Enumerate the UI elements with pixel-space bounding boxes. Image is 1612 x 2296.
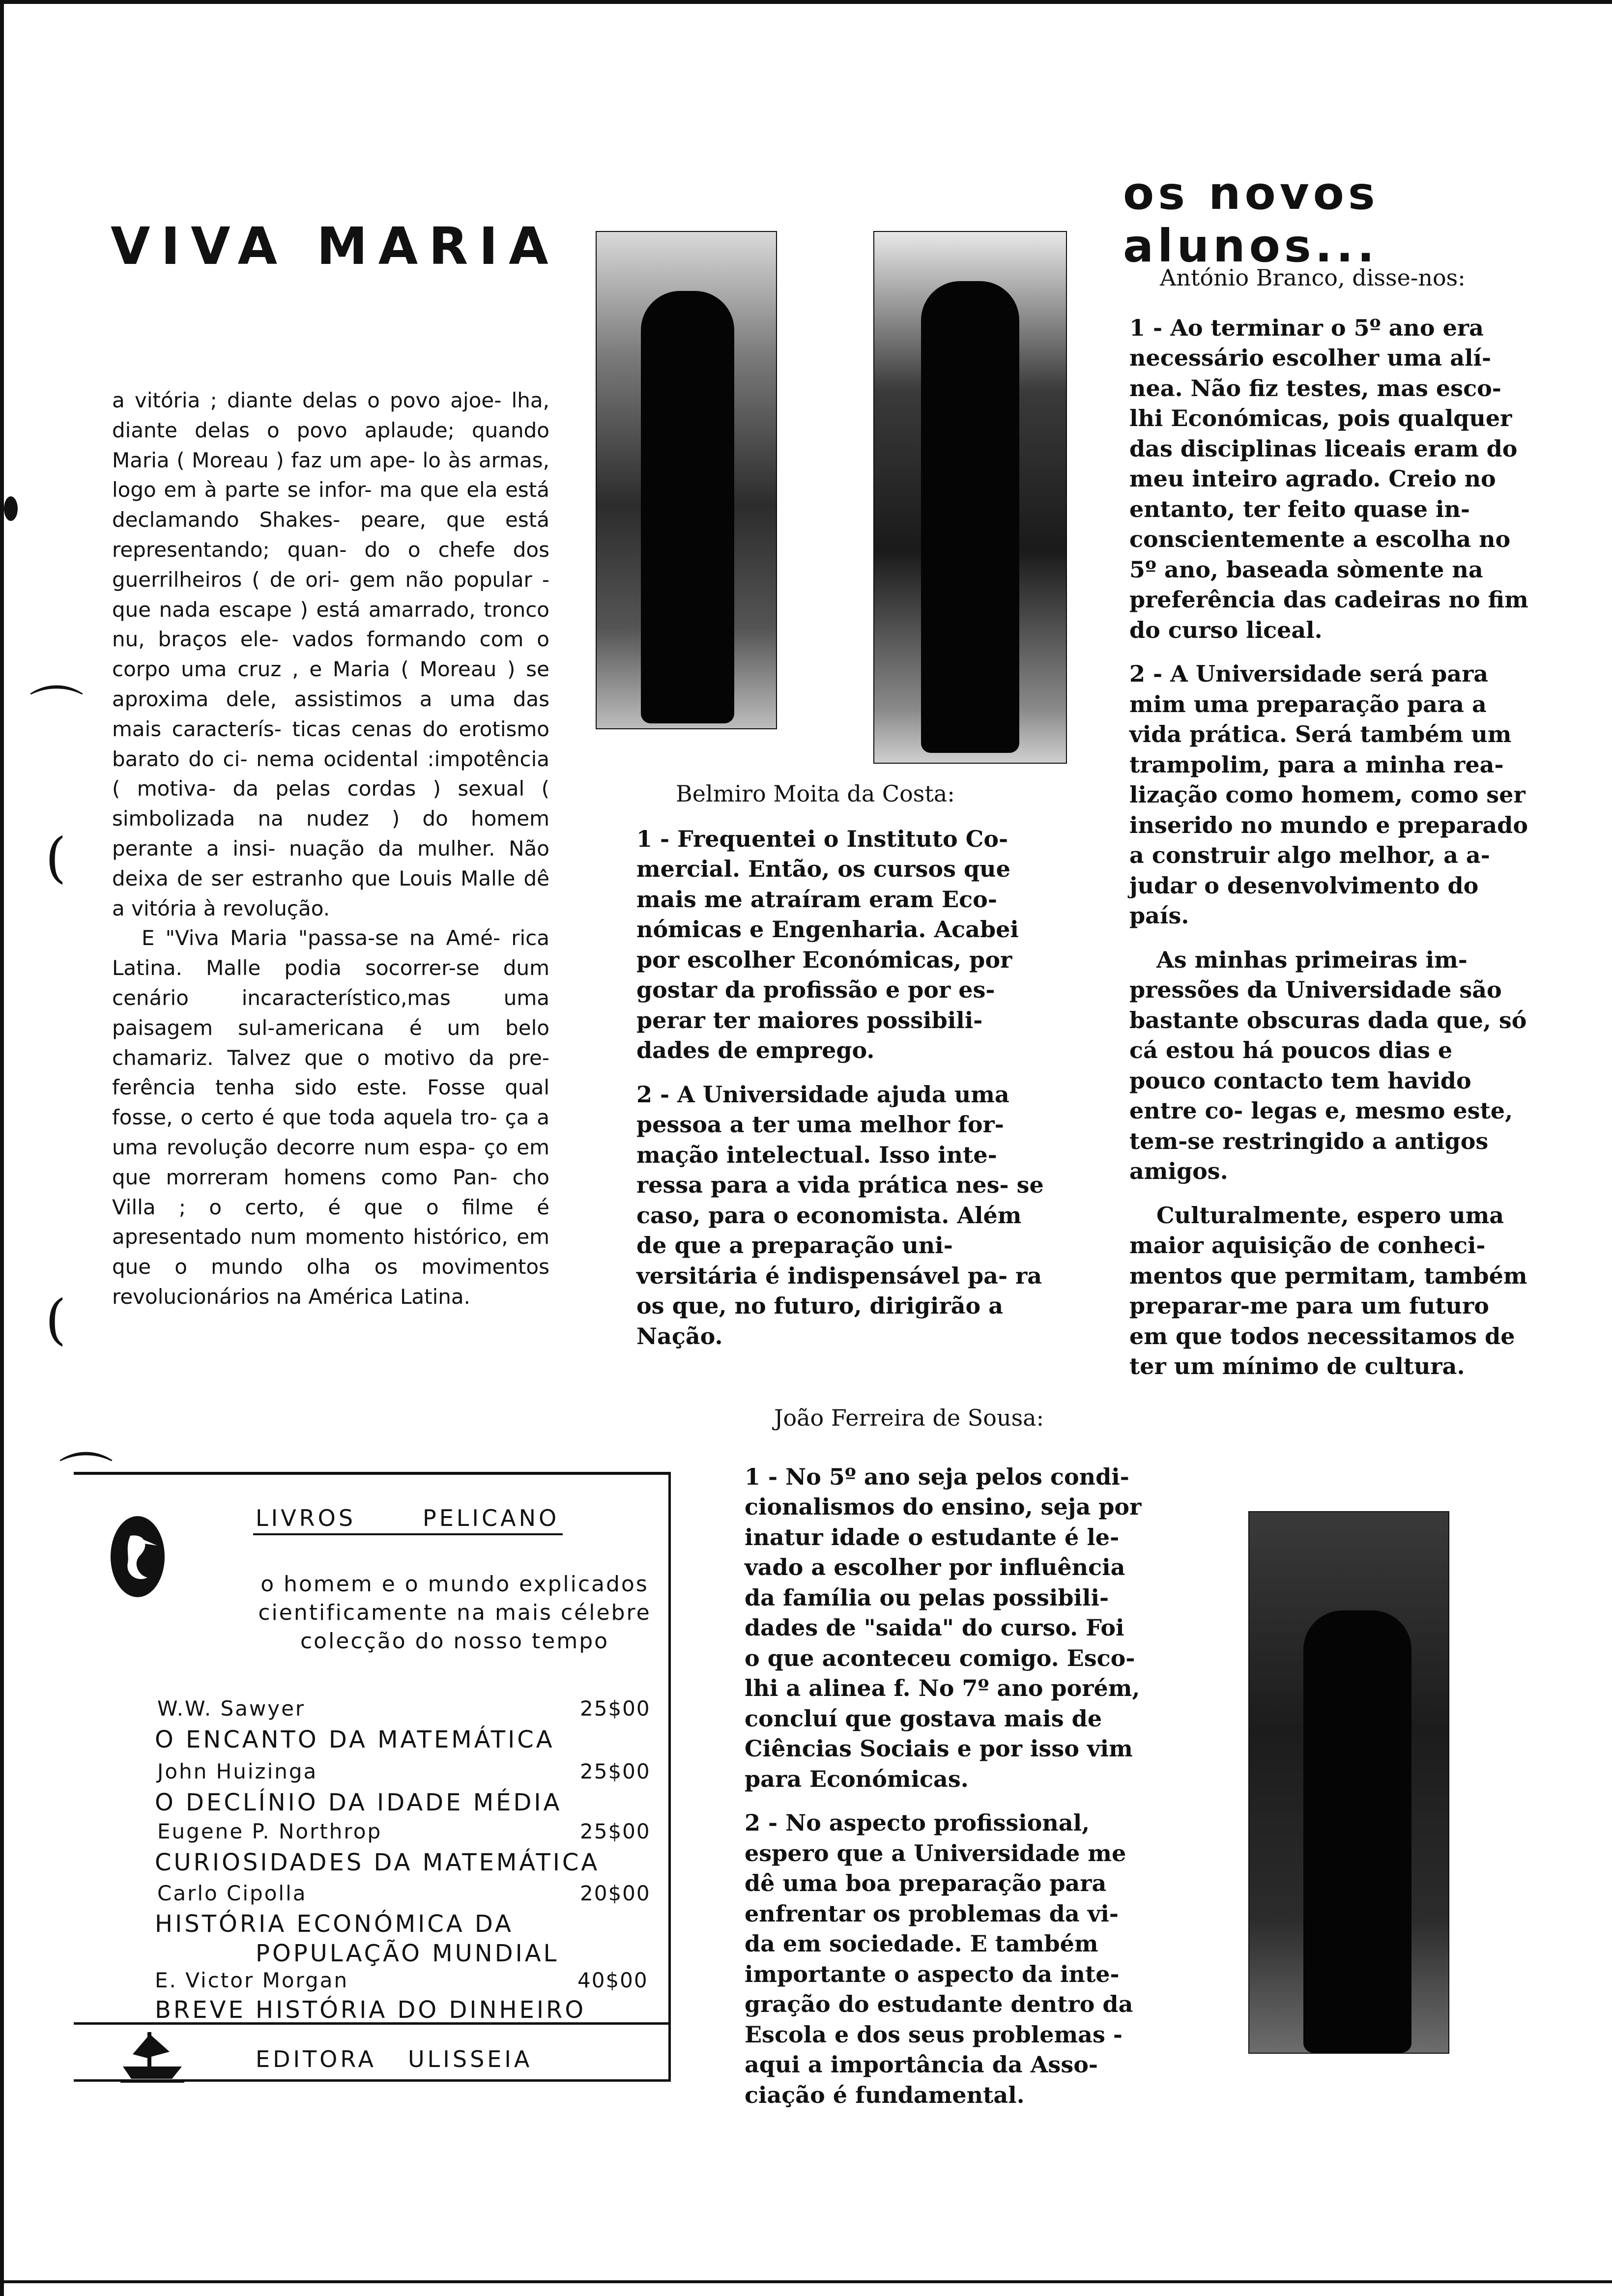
- interview-antonio: [1129, 263, 1530, 1396]
- publisher-ulisseia: ULISSEIA: [408, 2046, 533, 2072]
- interviewee-name: António Branco, disse-nos:: [1160, 264, 1466, 291]
- photo-belmiro: [596, 231, 777, 729]
- book-author: John Huizinga: [157, 1759, 318, 1783]
- book-title: CURIOSIDADES DA MATEMÁTICA: [155, 1849, 600, 1876]
- book-title: O DECLÍNIO DA IDADE MÉDIA: [155, 1789, 562, 1816]
- answer-paragraph: 2 - No aspecto profissional, espero que a Universidade me dê uma boa preparação para enfrentar os problemas da vi- da em sociedade. E também importante o aspecto da inte- gração do estudante dentro da Escola e dos seus problemas - aqui a importância da Asso- ciação é fundamental.: [745, 1809, 1133, 2108]
- book-price: 25$00: [580, 1759, 651, 1783]
- answer-paragraph: Culturalmente, espero uma maior aquisição de conheci- mentos que permitam, também preparar-me para um futuro em que todos necessitamos de ter um mínimo de cultura.: [1129, 1202, 1527, 1379]
- book-author: Eugene P. Northrop: [157, 1819, 382, 1843]
- ad-title-underline: [253, 1533, 563, 1535]
- book-author: W.W. Sawyer: [157, 1696, 306, 1721]
- book-title: HISTÓRIA ECONÓMICA DA: [155, 1910, 514, 1938]
- answer-paragraph: 2 - A Universidade ajuda uma pessoa a ter uma melhor for- mação intelectual. Isso inte- ressa para a vida prática nes- se caso, para o economista. Além de que a preparação uni- versitária é indispensável pa- ra os que, no futuro, dirigirão a Nação.: [636, 1081, 1044, 1349]
- ship-logo-icon: [120, 2030, 184, 2086]
- margin-mark-2: (: [45, 826, 66, 889]
- answer-paragraph: 1 - No 5º ano seja pelos condi- cionalismos do ensino, seja por inatur idade o estudante é le- vado a escolher por influência da família ou pelas possibili- dades de "saida" do curso. Foi o que aconteceu comigo. Esco- lhi a alinea f. No 7º ano porém, concluí que gostava mais de Ciências Sociais e por isso vim para Económicas.: [745, 1463, 1142, 1792]
- book-author: E. Victor Morgan: [155, 1968, 349, 1992]
- answer-paragraph: 1 - Frequentei o Instituto Co- mercial. Então, os cursos que mais me atraíram eram Eco- nómicas e Engenharia. Acabei por escolher Económicas, por gostar da profissão e por es- perar ter maiores possibili- dades de emprego.: [636, 825, 1019, 1063]
- book-title: O ENCANTO DA MATEMÁTICA: [155, 1726, 555, 1753]
- answer-paragraph: 2 - A Universidade será para mim uma preparação para a vida prática. Será também um trampolim, para a minha rea- lização como homem, como ser inserido no mundo e preparado a construir algo melhor, a a- judar o desenvolvimento do país.: [1129, 660, 1528, 929]
- book-price: 20$00: [580, 1881, 651, 1905]
- interviewee-name: João Ferreira de Sousa:: [774, 1405, 1044, 1431]
- answer-paragraph: 1 - Ao terminar o 5º ano era necessário escolher uma alí- nea. Não fiz testes, mas esco- lhi Económicas, pois qualquer das disciplinas liceais eram do meu inteiro agrado. Creio no entanto, ter feito quase in- conscientemente a escolha no 5º ano, baseada sòmente na preferência das cadeiras no fim do curso liceal.: [1129, 314, 1528, 643]
- tagline-line: colecção do nosso tempo: [300, 1629, 609, 1654]
- interview-joao: [745, 1403, 1143, 2124]
- interviewee-name: Belmiro Moita da Costa:: [676, 780, 955, 807]
- ad-brand-pelicano: PELICANO: [423, 1505, 560, 1531]
- tagline-line: o homem e o mundo explicados: [260, 1572, 649, 1597]
- novos-alunos-heading: os novos alunos...: [1123, 167, 1379, 272]
- ship-icon: [120, 2030, 184, 2084]
- margin-mark-3: (: [45, 1288, 66, 1351]
- tagline-line: cientificamente na mais célebre: [258, 1600, 651, 1625]
- ad-corner-mark: ⌒: [59, 1448, 113, 1511]
- margin-mark-1: ⌒: [29, 681, 84, 744]
- book-price: 25$00: [580, 1696, 651, 1721]
- pelican-logo-icon: [111, 1516, 165, 1597]
- book-price: 40$00: [577, 1968, 648, 1992]
- interview-belmiro: [636, 779, 1054, 1365]
- punch-hole-mark: [4, 496, 18, 521]
- answer-paragraph: As minhas primeiras im- pressões da Universidade são bastante obscuras dada que, só cá estou há poucos dias e pouco contacto tem havido entre co- legas e, mesmo este, tem-se restringido a antigos amigos.: [1129, 946, 1527, 1184]
- left-edge-rule: [0, 0, 4, 2296]
- book-price: 25$00: [580, 1819, 651, 1843]
- review-paragraph-2: E "Viva Maria "passa-se na Amé- rica Latina. Malle podia socorrer-se dum cenário incaracterístico,mas uma paisagem sul-americana é um belo chamariz. Talvez que o motivo da pre- ferência tenha sido este. Fosse qual fosse, o certo é que toda aquela tro- ça a uma revolução decorre num espa- ço em que morreram homens como Pan- cho Villa ; o certo, é que o filme é apresentado num momento histórico, em que o mundo olha os movimentos revolucionários na América Latina.: [112, 926, 549, 1309]
- review-paragraph-1: a vitória ; diante delas o povo ajoe- lha, diante delas o povo aplaude; quando Maria ( Moreau ) faz um ape- lo às armas, logo em à parte se infor- ma que ela está declamando Shakes- peare, que está representando; quan- do o chefe dos guerrilheiros ( de ori- gem não popular - que nada escape ) está amarrado, tronco nu, braços ele- vados formando com o corpo uma cruz , e Maria ( Moreau ) se aproxima dele, assistimos a uma das mais caracterís- ticas cenas do erotismo barato do ci- nema ocidental :impotência ( motiva- da pelas cordas ) sexual ( simbolizada na nudez ) do homem perante a insi- nuação da mulher. Não deixa de ser estranho que Louis Malle dê a vitória à revolução.: [112, 388, 549, 920]
- viva-maria-review: [112, 386, 549, 1312]
- photo-joao: [1248, 1511, 1449, 2054]
- ad-brand-livros: LIVROS: [256, 1505, 356, 1531]
- top-rule: [0, 0, 1612, 4]
- photo-figure: [921, 281, 1019, 753]
- pelican-icon: [111, 1516, 165, 1597]
- photo-antonio: [873, 231, 1067, 764]
- photo-figure: [641, 291, 734, 723]
- ad-tagline: [241, 1570, 668, 1656]
- book-author: Carlo Cipolla: [157, 1881, 307, 1905]
- publisher-editora: EDITORA: [256, 2046, 376, 2072]
- bottom-rule: [0, 2280, 1612, 2283]
- photo-figure: [1303, 1610, 1411, 2053]
- book-title-continued: POPULAÇÃO MUNDIAL: [256, 1940, 559, 1967]
- viva-maria-heading: VIVA MARIA: [111, 216, 559, 276]
- book-title: BREVE HISTÓRIA DO DINHEIRO: [155, 1996, 586, 2024]
